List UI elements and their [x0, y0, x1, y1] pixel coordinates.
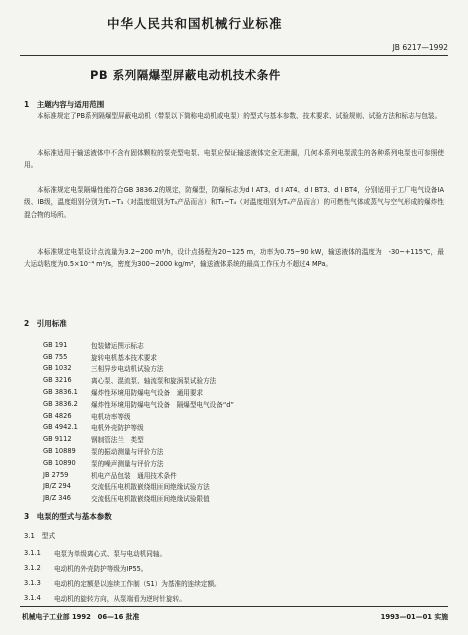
reference-item: [43, 374, 234, 386]
reference-title: 旋转电机基本技术要求: [91, 353, 157, 362]
reference-code: GB 4942.1: [43, 423, 78, 432]
reference-code: GB 191: [43, 340, 68, 349]
reference-item: [43, 363, 234, 375]
reference-item: [43, 386, 234, 398]
reference-item: [43, 492, 234, 504]
section-1-heading: 1 主题内容与适用范围: [24, 100, 105, 109]
reference-title: 交流低压电机散嵌绕组匝间绝缘试验方法: [91, 483, 210, 492]
clause-number: 3.1.3: [24, 578, 41, 587]
reference-item: [43, 422, 234, 434]
section-1-paragraph: 本标准规定电泵隔爆性能符合GB 3836.2的规定，防爆型，防爆标志为d I AT3、d I AT4、d I BT3、d I BT4，分别适用于工厂电气设备ⅠA级、ⅠB级，温度组别分别为T₁~T₃（对温度组别为T₃产品而言）和T₁~T₄（对温度组别为T₄产品而言）的可燃性气体或蒸气与空气形成的爆炸性混合物的场所。: [24, 186, 444, 219]
reference-item: [43, 410, 234, 422]
reference-title: 三相异步电动机试验方法: [91, 365, 164, 374]
reference-item: [43, 481, 234, 493]
clause-number: 3.1.4: [24, 594, 41, 603]
reference-title: 钢制管法兰 类型: [91, 436, 144, 445]
reference-code: GB 10889: [43, 447, 76, 456]
reference-item: [43, 469, 234, 481]
header-divider: [20, 55, 448, 56]
reference-title: 离心泵、混流泵、轴流泵和旋涡泵试验方法: [91, 377, 217, 386]
reference-title: 包装储运图示标志: [91, 341, 144, 350]
reference-title: 电机功率等级: [91, 412, 131, 421]
reference-title: 电机外壳防护等级: [91, 424, 144, 433]
reference-code: GB 3216: [43, 376, 72, 385]
section-3-heading: 3 电泵的型式与基本参数: [24, 512, 112, 521]
clause-text: 电动机的定额是以连续工作制（S1）为基准的连续定额。: [54, 579, 221, 588]
subsection-heading: 3.1 型式: [24, 532, 56, 540]
clause-number: 3.1.2: [24, 563, 41, 572]
clause-text: 电动机的外壳防护等级为IP55。: [54, 564, 148, 573]
clause-item: [24, 591, 221, 606]
reference-title: 交流低压电机散嵌绕组匝间绝缘试验限值: [91, 495, 210, 504]
section-1-paragraph: 本标准规定了PB系列隔爆型屏蔽电动机（带泵以下简称电动机或电泵）的型式与基本参数、技术要求、试验规则、试验方法和标志与包装。: [37, 112, 442, 120]
clause-number: 3.1.1: [24, 548, 41, 557]
footer-divider: [20, 606, 448, 607]
reference-title: 机电产品包装 通用技术条件: [91, 471, 177, 480]
document-title: PB 系列隔爆型屏蔽电动机技术条件: [90, 68, 281, 82]
reference-code: JB 2759: [43, 470, 69, 479]
reference-item: [43, 433, 234, 445]
clause-text: 电动机的旋转方向，从泵端看为逆时针旋转。: [54, 595, 186, 604]
reference-item: [43, 339, 234, 351]
section-1-paragraph: 本标准规定电泵设计点流量为3.2~200 m³/h，设计点扬程为20~125 m，功率为0.75~90 kW，输送液体的温度为 -30~+115℃，最大运动粘度为0.5×10⁻⁴ m²/s，密度为300~2000 kg/m³，输送液体系统的最高工作压力不超过4 MPa。: [24, 248, 444, 269]
reference-item: [43, 445, 234, 457]
reference-title: 泵的振动测量与评价方法: [91, 448, 164, 457]
section-2-heading: 2 引用标准: [24, 319, 67, 328]
clause-item: [24, 560, 221, 575]
reference-code: GB 755: [43, 352, 68, 361]
approval-line: 机械电子工业部 1992 06—16 批准: [22, 613, 140, 621]
reference-code: GB 9112: [43, 435, 72, 444]
reference-title: 泵的噪声测量与评价方法: [91, 459, 164, 468]
reference-code: JB/Z 294: [43, 482, 71, 491]
clause-text: 电泵为单级离心式、泵与电动机同轴。: [54, 549, 167, 558]
issuing-organization: 中华人民共和国机械行业标准: [107, 16, 283, 31]
reference-code: GB 1032: [43, 364, 72, 373]
reference-code: GB 3836.2: [43, 399, 78, 408]
clause-item: [24, 575, 221, 590]
standard-number: JB 6217—1992: [392, 43, 448, 52]
implementation-date: 1993—01—01 实施: [380, 613, 448, 621]
section-1-paragraph: 本标准适用于输送液体中不含有固体颗粒的泵壳型电泵、电泵应保证输送液体完全无泄漏，几何本系列电泵派生的各种系列电泵也可参照使用。: [24, 149, 444, 170]
reference-code: GB 3836.1: [43, 388, 78, 397]
reference-code: JB/Z 346: [43, 494, 71, 503]
reference-item: [43, 457, 234, 469]
reference-code: GB 10890: [43, 458, 76, 467]
clause-list: [24, 545, 221, 606]
reference-title: 爆炸性环境用防爆电气设备 通用要求: [91, 389, 204, 398]
clause-item: [24, 545, 221, 560]
reference-item: [43, 398, 234, 410]
reference-code: GB 4826: [43, 411, 72, 420]
reference-list: [43, 339, 234, 504]
reference-title: 爆炸性环境用防爆电气设备 隔爆型电气设备“d”: [91, 400, 234, 409]
reference-item: [43, 351, 234, 363]
